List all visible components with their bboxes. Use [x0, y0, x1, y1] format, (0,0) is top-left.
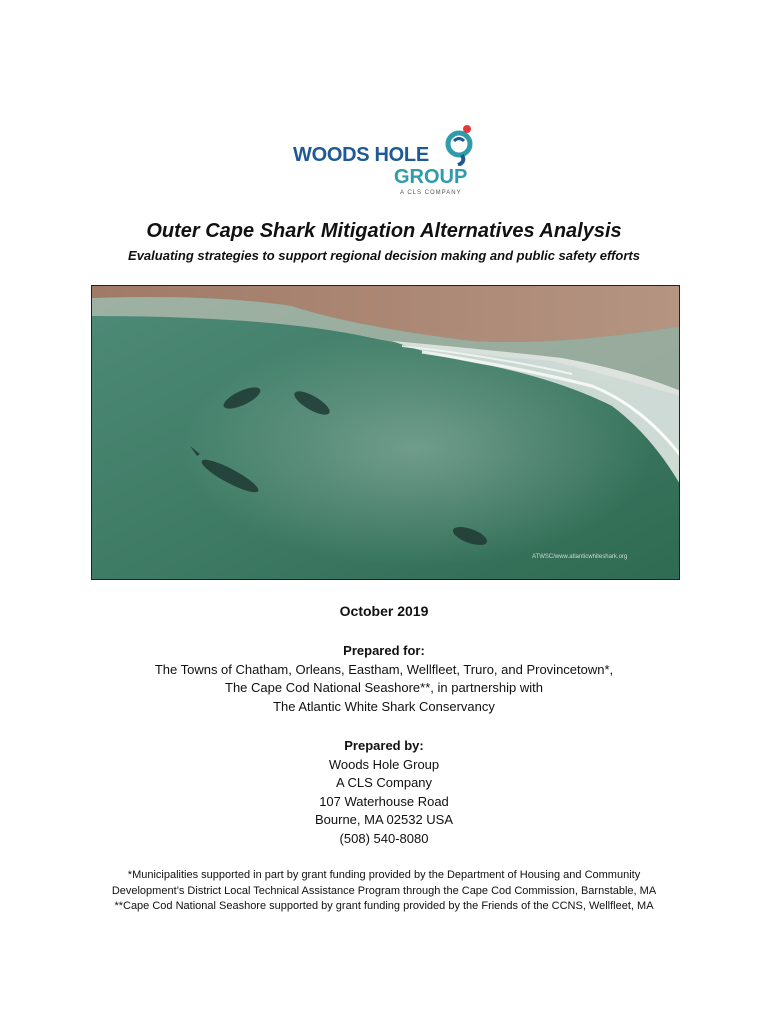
prepared-for-heading: Prepared for: [343, 643, 425, 658]
logo-tagline: A CLS COMPANY [400, 190, 462, 196]
prepared-for-line: The Towns of Chatham, Orleans, Eastham, Wellfleet, Truro, and Provincetown*, [154, 661, 614, 677]
footnotes [60, 868, 708, 915]
prepared-by-heading: Prepared by: [344, 738, 424, 753]
report-subtitle: Evaluating strategies to support regional decision making and public safety efforts [128, 248, 640, 263]
woods-hole-group-logo [292, 122, 477, 200]
footnote-line: Development’s District Local Technical Assistance Program through the Cape Cod Commission, Barnstable, MA [111, 884, 657, 897]
logo-wordmark-line1: WOODS HOLE [293, 144, 429, 166]
footnote-line: **Cape Cod National Seashore supported by grant funding provided by the Friends of the CCNS, Wellfleet, MA [114, 900, 654, 912]
photo-credit: ATWSC/www.atlanticwhiteshark.org [532, 554, 628, 560]
prepared-for-line: The Cape Cod National Seashore**, in partnership with [225, 680, 543, 695]
logo-mark-icon [442, 124, 476, 166]
report-date: October 2019 [339, 603, 429, 619]
prepared-by-line: Woods Hole Group [328, 756, 440, 772]
prepared-by-line: A CLS Company [335, 775, 433, 790]
prepared-by-block [0, 737, 768, 848]
footnote-line: *Municipalities supported in part by grant funding provided by the Department of Housing and Community [127, 869, 641, 881]
prepared-by-line: 107 Waterhouse Road [319, 793, 449, 809]
prepared-for-line: The Atlantic White Shark Conservancy [273, 698, 495, 714]
prepared-by-line: Bourne, MA 02532 USA [314, 812, 454, 827]
prepared-for-block [0, 642, 768, 716]
prepared-by-line: (508) 540-8080 [339, 830, 429, 846]
logo-wordmark-line2: GROUP [394, 166, 468, 188]
report-title: Outer Cape Shark Mitigation Alternatives Analysis [146, 220, 622, 242]
cover-photo-sharks-aerial [91, 285, 680, 580]
